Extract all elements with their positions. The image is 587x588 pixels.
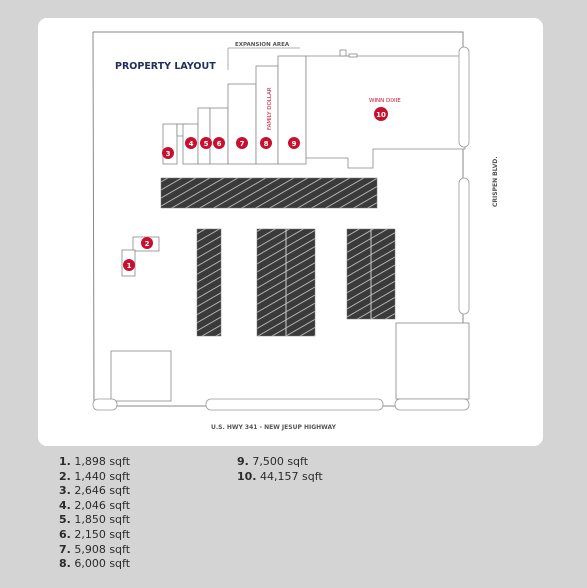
marker-4[interactable] <box>185 137 197 149</box>
site-plan-map <box>38 18 543 446</box>
unit-row-7: 7. 5,908 sqft <box>59 542 131 556</box>
svg-text:7: 7 <box>239 140 245 148</box>
marker-9[interactable] <box>288 137 300 149</box>
marker-3[interactable] <box>162 147 174 159</box>
crispen-blvd-label: CRISPEN BLVD. <box>492 156 499 207</box>
marker-2[interactable] <box>141 237 153 249</box>
unit-row-3: 3. 2,646 sqft <box>59 484 131 498</box>
unit-list-col2 <box>237 455 323 484</box>
parking-lots <box>161 178 395 336</box>
marker-6[interactable] <box>213 137 225 149</box>
marker-8[interactable] <box>260 137 272 149</box>
svg-text:1: 1 <box>126 262 132 270</box>
unit-row-9: 9. 7,500 sqft <box>237 455 309 468</box>
winn-dixie-label: WINN DIXIE <box>369 98 401 104</box>
unit-row-10: 10. 44,157 sqft <box>237 469 323 483</box>
unit-list-col1 <box>59 455 130 572</box>
unit-row-4: 4. 2,046 sqft <box>59 498 131 512</box>
unit-row-5: 5. 1,850 sqft <box>59 513 131 527</box>
site-plan-card <box>38 18 543 446</box>
marker-10[interactable] <box>374 107 388 121</box>
marker-7[interactable] <box>236 137 248 149</box>
svg-text:10: 10 <box>376 111 386 119</box>
unit-row-2: 2. 1,440 sqft <box>59 469 131 483</box>
svg-text:3: 3 <box>165 150 171 158</box>
marker-5[interactable] <box>200 137 212 149</box>
highway-label: U.S. HWY 341 - NEW JESUP HIGHWAY <box>211 424 336 431</box>
svg-text:9: 9 <box>291 140 297 148</box>
svg-text:2: 2 <box>144 240 150 248</box>
svg-text:4: 4 <box>188 140 194 148</box>
plan-title: PROPERTY LAYOUT <box>115 61 216 72</box>
svg-text:8: 8 <box>263 140 269 148</box>
svg-text:6: 6 <box>216 140 222 148</box>
marker-1[interactable] <box>123 259 135 271</box>
unit-row-1: 1. 1,898 sqft <box>59 455 131 468</box>
unit-row-8: 8. 6,000 sqft <box>59 557 131 571</box>
unit-row-6: 6. 2,150 sqft <box>59 527 131 541</box>
svg-text:5: 5 <box>203 140 209 148</box>
expansion-area-label: EXPANSION AREA <box>235 42 290 48</box>
family-dollar-label: FAMILY DOLLAR <box>267 87 273 130</box>
